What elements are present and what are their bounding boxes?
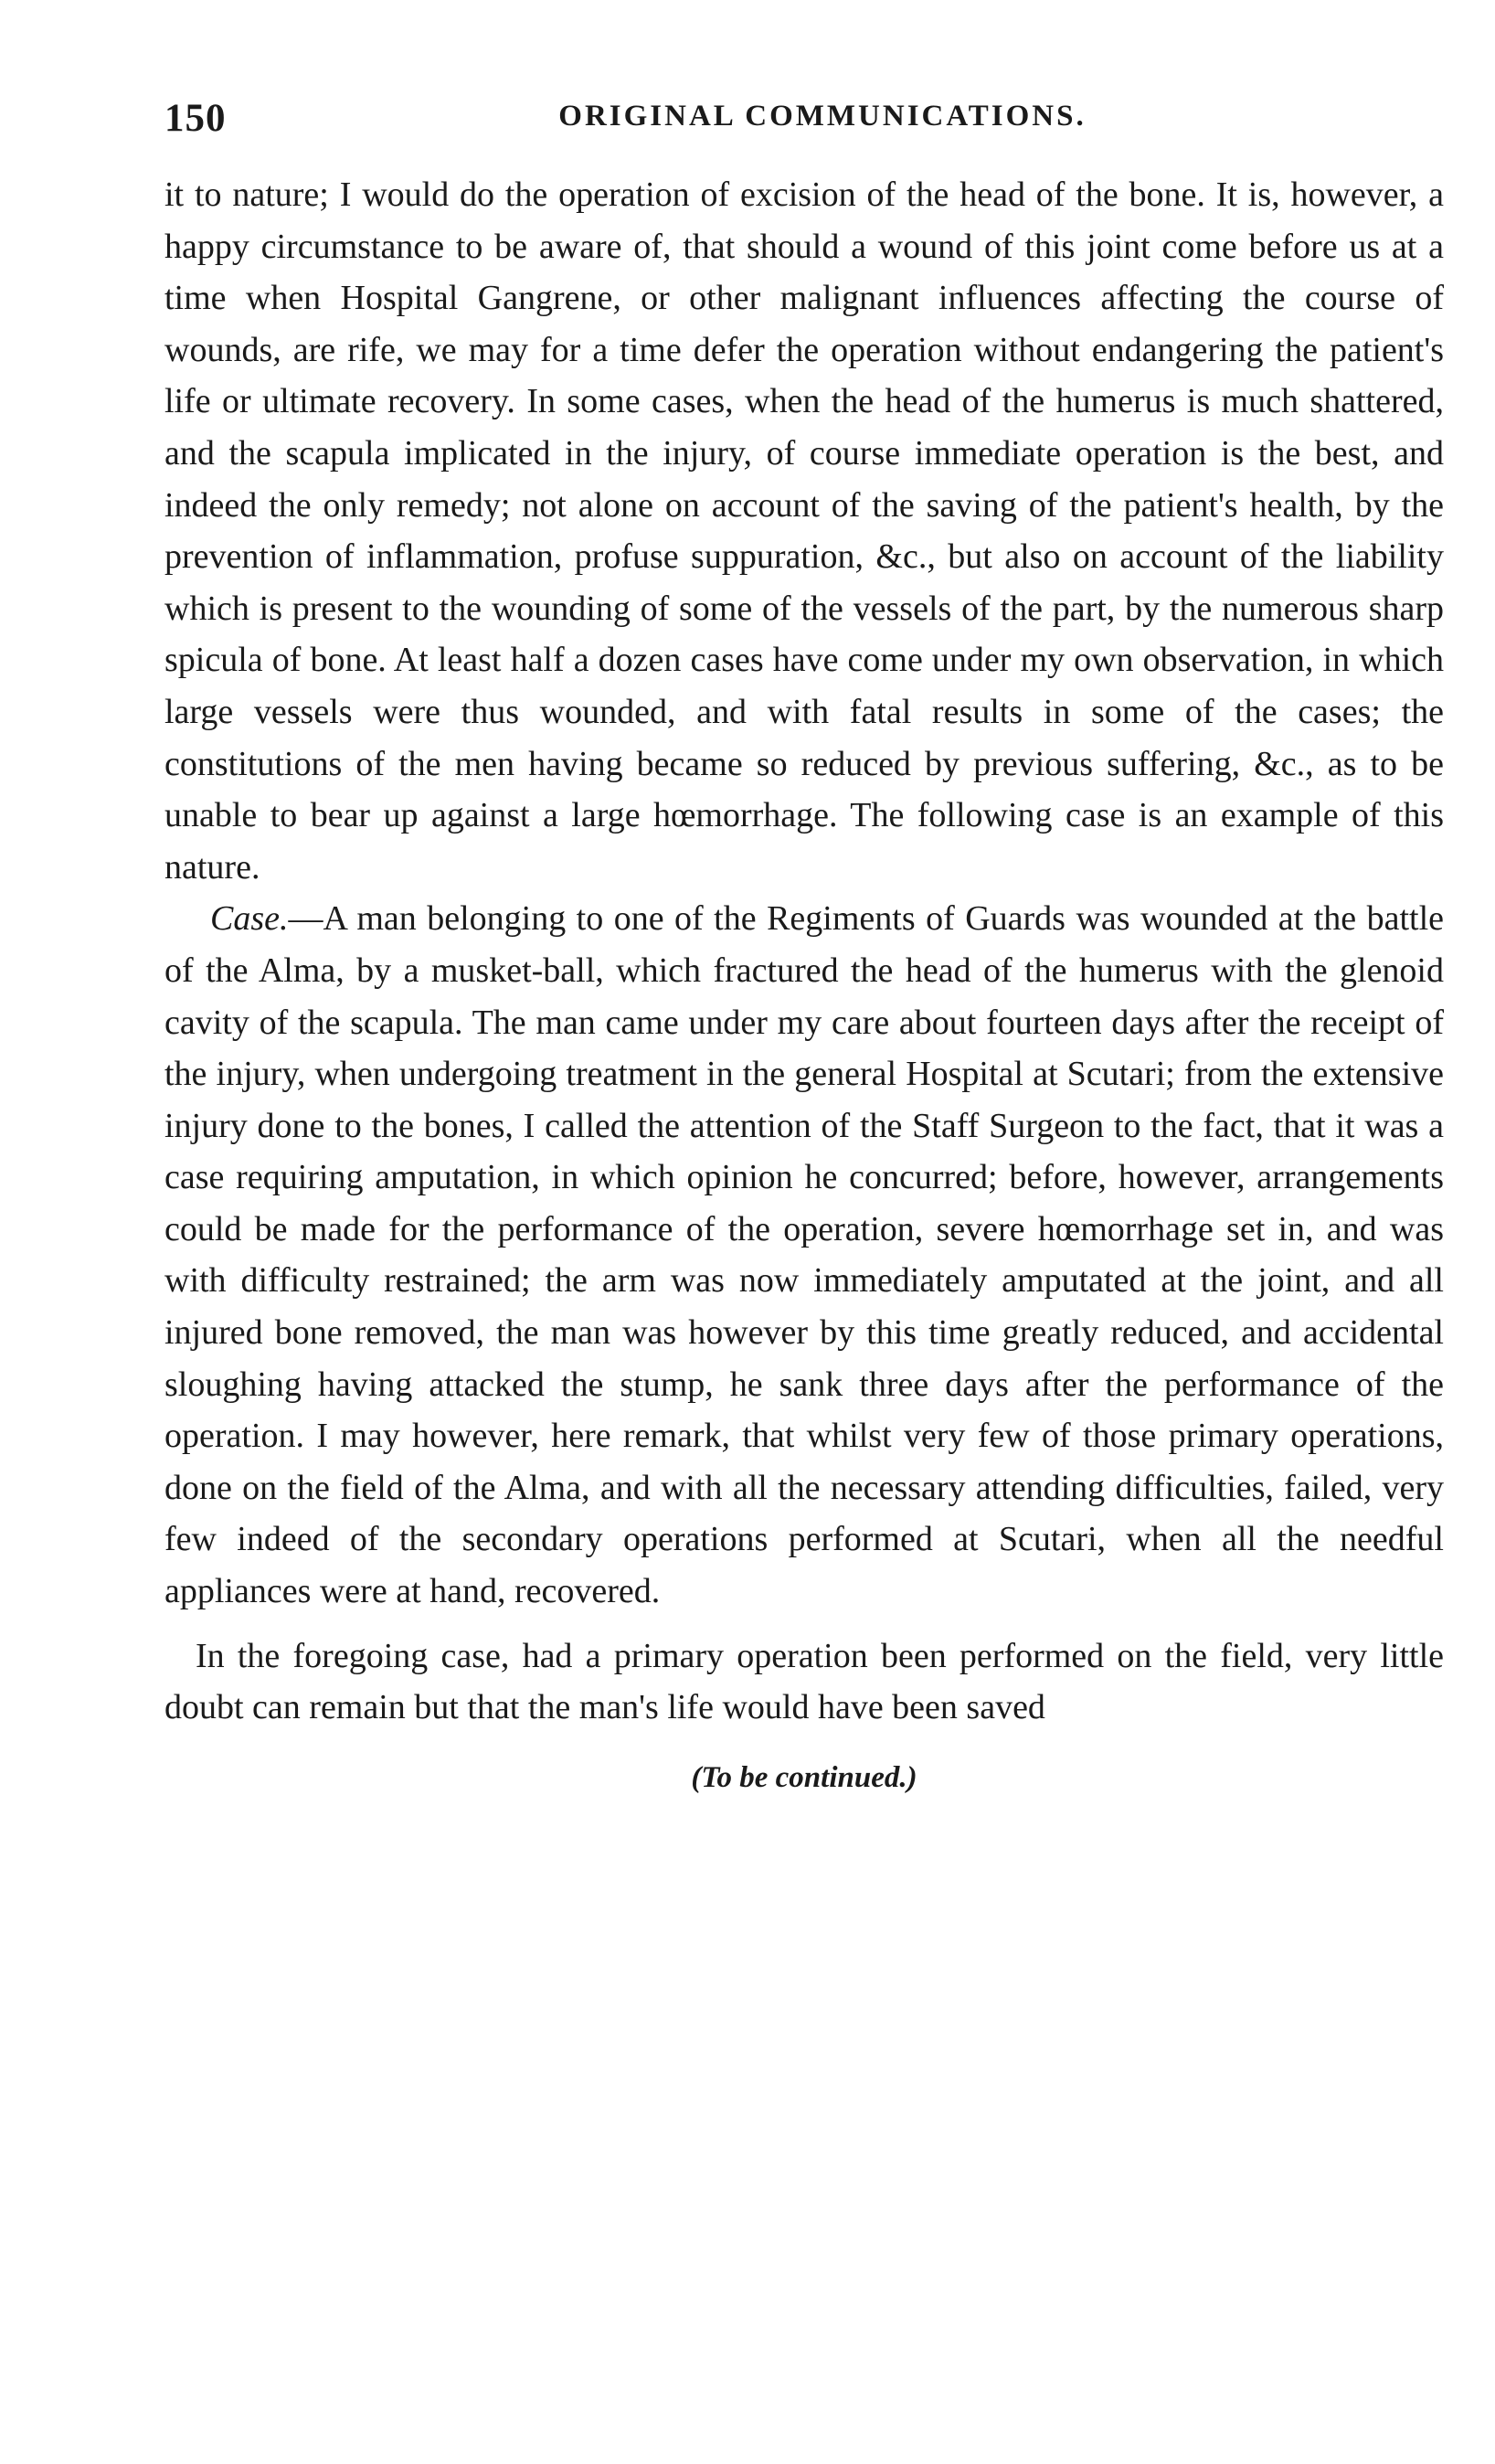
paragraph-case — [164, 893, 1444, 1617]
page-number: 150 — [164, 97, 227, 140]
case-label: Case. — [210, 899, 289, 939]
running-head: ORIGINAL COMMUNICATIONS. — [558, 100, 1087, 133]
page-header — [164, 87, 1444, 169]
case-text: —A man belonging to one of the Regiments of Guards was wounded at the battle of the Alma, by a musket-ball, which fractured the head of the humerus with the glenoid cavity of the scapula. The man came under my care about fourteen days after the receipt of the injury, when undergoing treatment in the general Hospital at Scutari; from the extensive injury done to the bones, I called the attention of the Staff Surgeon to the fact, that it was a case requiring amputation, in which opinion he concurred; before, however, arrangements could be made for the performance of the operation, severe hœmorrhage set in, and was with difficulty restrained; the arm was now immediately amputated at the joint, and all injured bone removed, the man was however by this time greatly reduced, and accidental sloughing having attacked the stump, he sank three days after the performance of the operation. I may however, here remark, that whilst very few of those primary operations, done on the field of the Alma, and with all the necessary attending difficulties, failed, very few indeed of the secondary operations performed at Scutari, when all the needful appliances were at hand, recovered. — [164, 899, 1444, 1611]
continued-note: (To be continued.) — [691, 1760, 917, 1794]
paragraph-excision: it to nature; I would do the operation of excision of the head of the bone. It is, however, a happy circumstance to be aware of, that should a wound of this joint come before us at a time when Hospital Gangrene, or other malignant influences affecting the course of wounds, are rife, we may for a time defer the operation without endangering the patient's life or ultimate recovery. In some cases, when the head of the humerus is much shattered, and the scapula implicated in the injury, of course immediate operation is the best, and indeed the only remedy; not alone on account of the saving of the patient's health, by the prevention of inflammation, profuse suppuration, &c., but also on account of the liability which is present to the wounding of some of the vessels of the part, by the numerous sharp spicula of bone. At least half a dozen cases have come under my own observation, in which large vessels were thus wounded, and with fatal results in some of the cases; the constitutions of the men having became so reduced by previous suffering, &c., as to be unable to bear up against a large hœmorrhage. The following case is an example of this nature. — [164, 175, 1444, 887]
paragraph-foregoing: In the foregoing case, had a primary operation been performed on the field, very little doubt can remain but that the man's life would have been saved — [164, 1636, 1444, 1727]
page — [164, 87, 1444, 1795]
